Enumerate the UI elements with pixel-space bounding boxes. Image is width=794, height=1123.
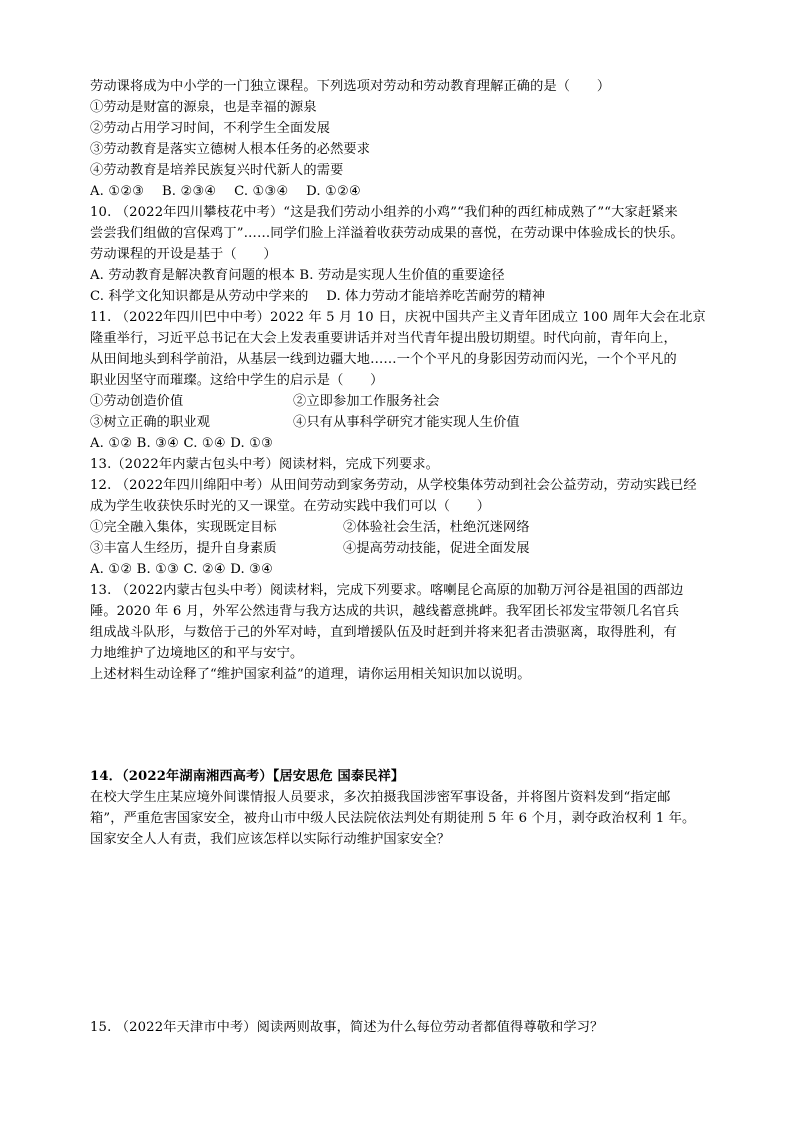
q11-line-4: 职业因坚守而璀璨。这给中学生的启示是（ ） [90,373,384,388]
q9-item-3: ③劳动教育是落实立德树人根本任务的必然要求 [90,142,371,157]
q11-line-3: 从田间地头到科学前沿，从基层一线到边疆大地……一个个平凡的身影因劳动而闪光，一个个平凡的 [90,352,677,367]
q11-item-4: ④只有从事科学研究才能实现人生价值 [293,415,520,430]
q14-line-3: 国家安全人人有责，我们应该怎样以实际行动维护国家安全？ [90,832,451,847]
q13-prompt: 上述材料生动诠释了“维护国家利益”的道理，请你运用相关知识加以说明。 [90,667,531,682]
q12-item-1: ①完全融入集体，实现既定目标 [90,520,277,535]
q11-item-3: ③树立正确的职业观 [90,415,211,430]
q14-line-1: 在校大学生庄某应境外间谍情报人员要求，多次拍摄我国涉密军事设备，并将图片资料发到“指定邮 [90,790,671,805]
q11-items-row-2 [90,413,710,432]
q11-items-row-1 [90,392,710,411]
q11-item-2: ②立即参加工作服务社会 [293,394,440,409]
q11-line-2: 隆重举行，习近平总书记在大会上发表重要讲话并对当代青年提出殷切期望。时代向前，青年向上， [90,331,677,346]
q14-line-2: 箱”，严重危害国家安全，被舟山市中级人民法院依法判处有期徒刑 5 年 6 个月，剥夺政治权利 1 年。 [90,811,696,826]
q9-item-1: ①劳动是财富的源泉，也是幸福的源泉 [90,100,317,115]
q10-line-1: 10. （2022年四川攀枝花中考）“这是我们劳动小组养的小鸡”“我们种的西红柿成熟了”“大家赶紧来 [90,205,678,220]
q9-item-2: ②劳动占用学习时间，不利学生全面发展 [90,121,331,136]
q9-stem: 劳动课将成为中小学的一门独立课程。下列选项对劳动和劳动教育理解正确的是（ ） [90,79,611,94]
q10-option-cd: C. 科学文化知识都是从劳动中学来的 D. 体力劳动才能培养吃苦耐劳的精神 [90,289,546,304]
q12-line-1: 12. （2022年四川绵阳中考）从田间劳动到家务劳动，从学校集体劳动到社会公益劳动，劳动实践已经 [90,478,697,493]
q10-line-2: 尝尝我们组做的宫保鸡丁”……同学们脸上洋溢着收获劳动成果的喜悦，在劳动课中体验成长的快乐。 [90,226,684,241]
q11-line-1: 11. （2022年四川巴中中考）2022 年 5 月 10 日，庆祝中国共产主义青年团成立 100 周年大会在北京 [90,310,706,325]
q15-stem: 15. （2022年天津市中考）阅读两则故事，简述为什么每位劳动者都值得尊敬和学习？ [90,1020,604,1035]
q13-line-4: 力地维护了边境地区的和平与安宁。 [90,646,304,661]
q13-line-1: 13. （2022内蒙古包头中考）阅读材料，完成下列要求。喀喇昆仑高原的加勒万河谷是祖国的西部边 [90,583,684,598]
q11-options: A. ①② B. ③④ C. ①④ D. ①③ [90,436,274,451]
q12-line-2: 成为学生收获快乐时光的又一课堂。在劳动实践中我们可以（ ） [90,499,491,514]
q12-items-row-2 [90,539,710,558]
q9-options: A. ①②③ B. ②③④ C. ①③④ D. ①②④ [90,184,361,199]
q12-item-2: ②体验社会生活，杜绝沉迷网络 [343,520,530,535]
q10-option-ab: A. 劳动教育是解决教育问题的根本 B. 劳动是实现人生价值的重要途径 [90,268,505,283]
q12-item-3: ③丰富人生经历，提升自身素质 [90,541,277,556]
q13-line-3: 组成战斗队形，与数倍于己的外军对峙，直到增援队伍及时赶到并将来犯者击溃驱离，取得胜利，有 [90,625,677,640]
q12-options: A. ①② B. ①③ C. ②④ D. ③④ [90,562,274,577]
q12-item-4: ④提高劳动技能，促进全面发展 [343,541,530,556]
q14-heading: 14．（2022年湖南湘西高考）【居安思危 国泰民祥】 [90,769,405,784]
q10-line-3: 劳动课程的开设是基于（ ） [90,247,277,262]
q13-heading-duplicate: 13.（2022年内蒙古包头中考）阅读材料，完成下列要求。 [90,457,440,472]
q12-items-row-1 [90,518,710,537]
q13-line-2: 陲。2020 年 6 月，外军公然违背与我方达成的共识，越线蓄意挑衅。我军团长祁发宝带领几名官兵 [90,604,680,619]
q9-item-4: ④劳动教育是培养民族复兴时代新人的需要 [90,163,344,178]
q11-item-1: ①劳动创造价值 [90,394,184,409]
